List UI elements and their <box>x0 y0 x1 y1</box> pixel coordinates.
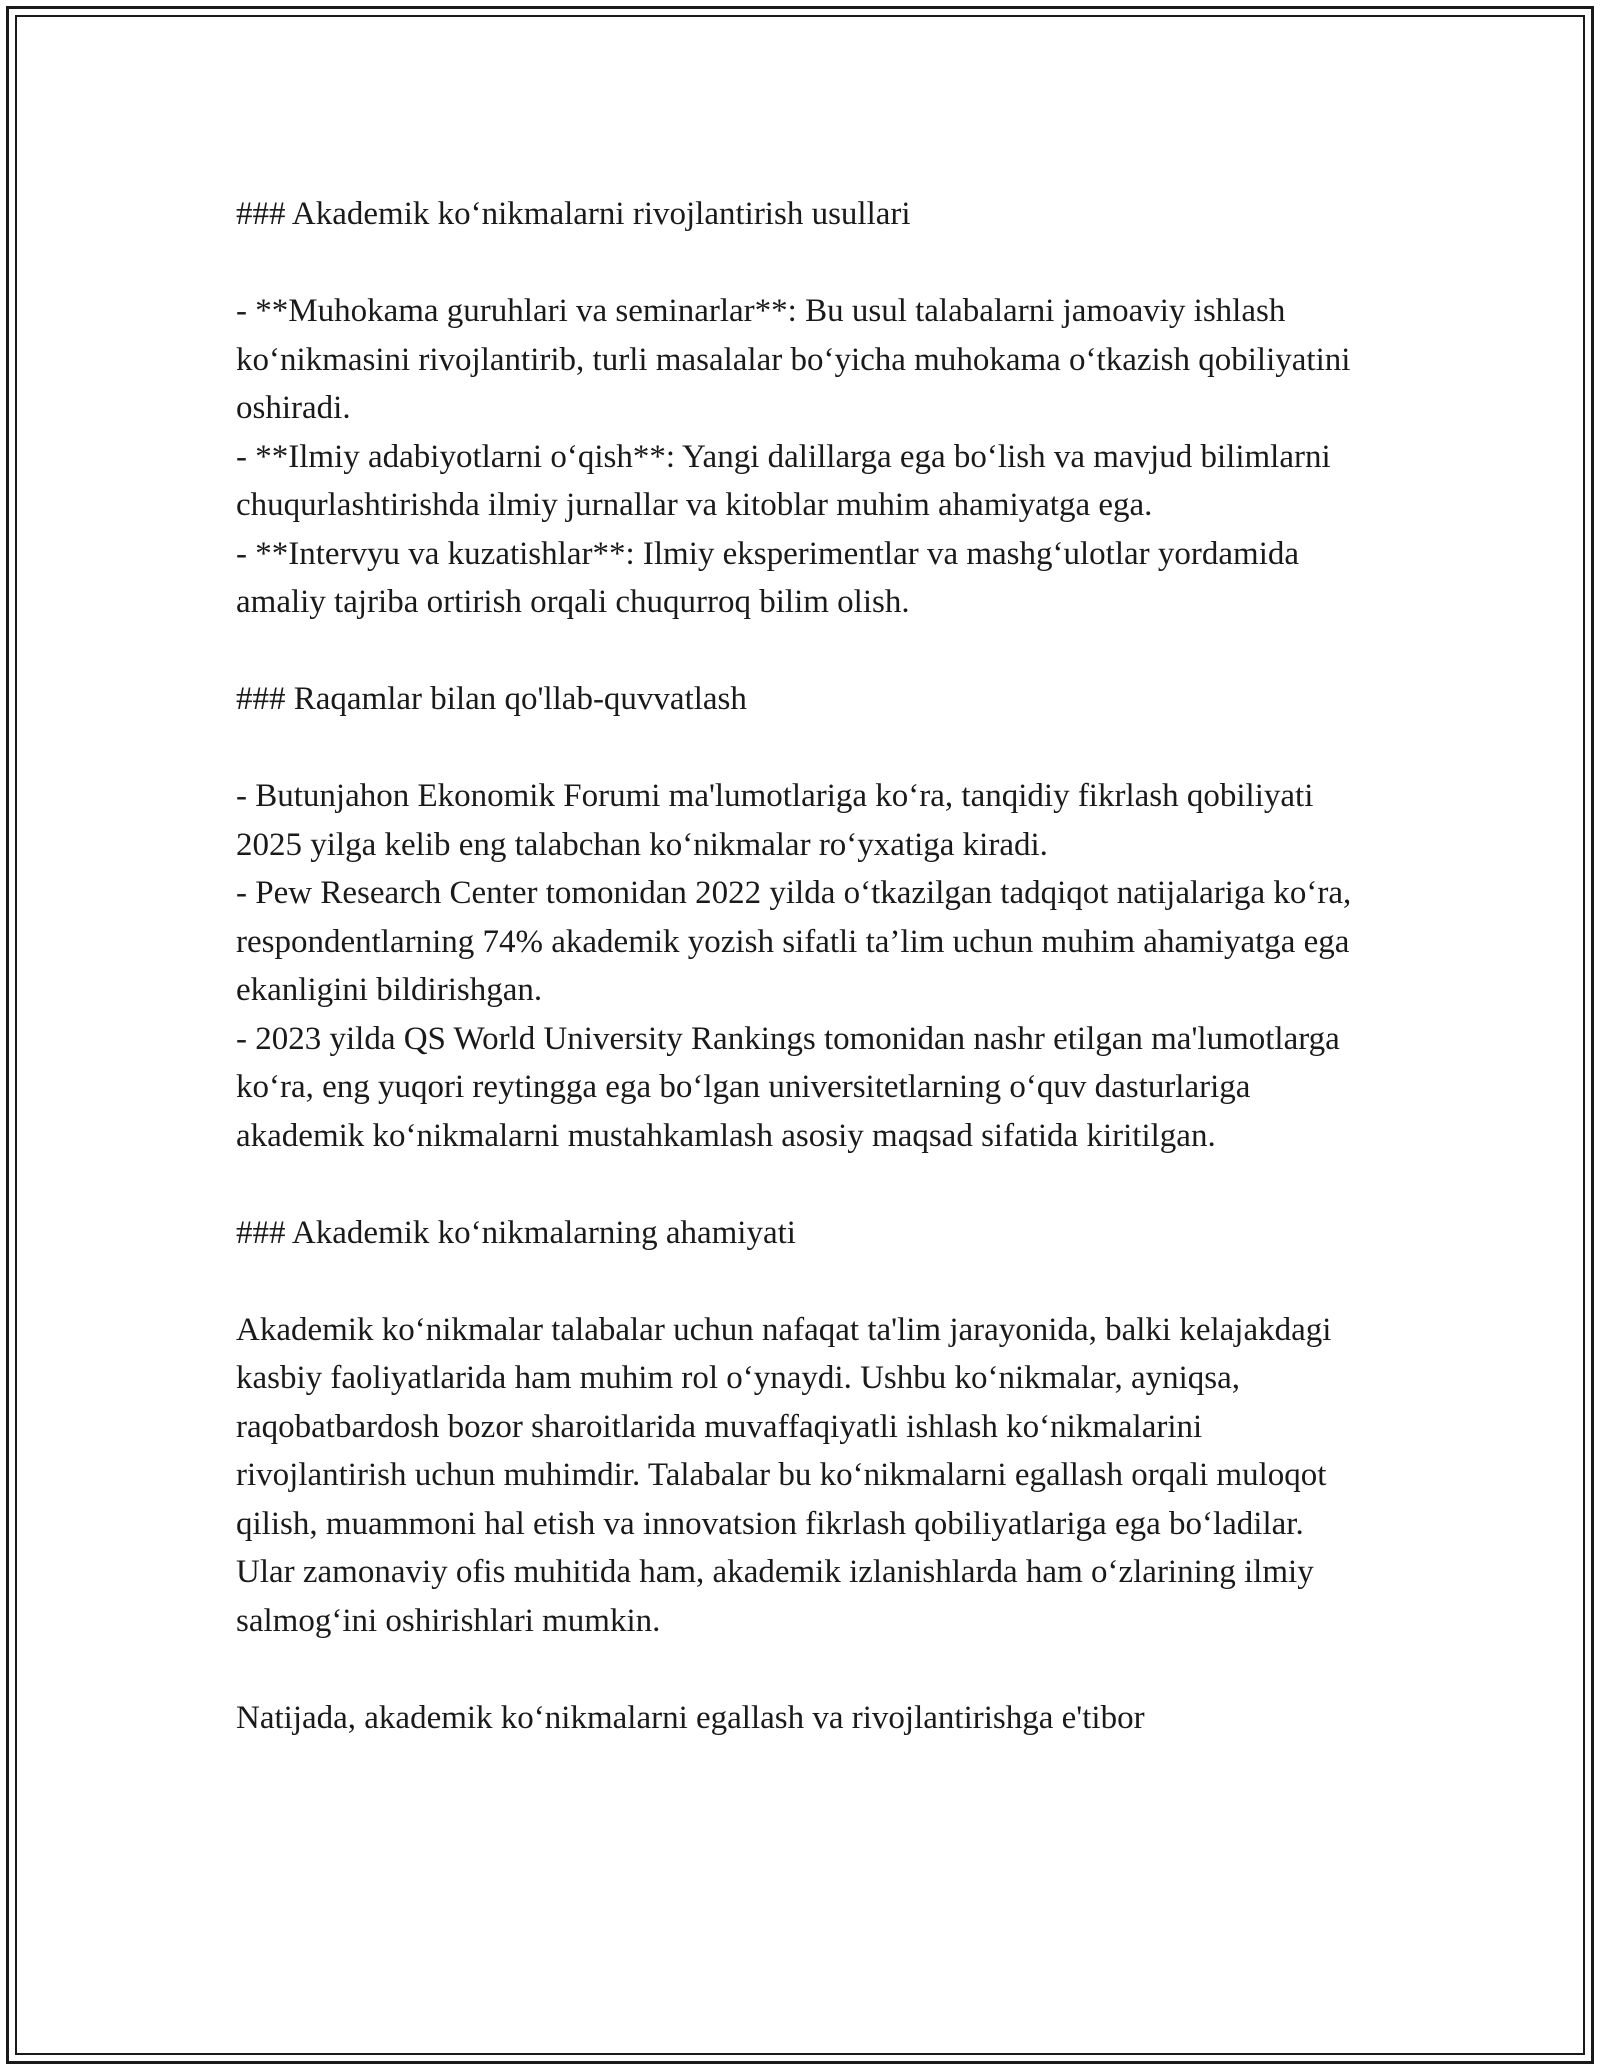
list-item: - Pew Research Center tomonidan 2022 yilda o‘tkazilgan tadqiqot natijalariga ko‘ra, respondentlarning 74% akademik yozish sifatli ta’lim uchun muhim ahamiyatga ega ekanligini bildirishgan. <box>236 875 1352 1008</box>
methods-list <box>236 287 1366 627</box>
section-heading-importance: ### Akademik ko‘nikmalarning ahamiyati <box>236 1214 796 1251</box>
section-heading-statistics: ### Raqamlar bilan qo'llab-quvvatlash <box>236 681 747 717</box>
importance-paragraph: Akademik ko‘nikmalar talabalar uchun nafaqat ta'lim jarayonida, balki kelajakdagi kasbiy faoliyatlarida ham muhim rol o‘ynaydi. Ushbu ko‘nikmalar, ayniqsa, raqobatbardosh bozor sharoitlarida muvaffaqiyatli ishlash ko‘nikmalarini rivojlantirish uchun muhimdir. Talabalar bu ko‘nikmalarni egallash orqali muloqot qilish, muammoni hal etish va innovatsion fikrlash qobiliyatlariga ega bo‘ladilar. Ular zamonaviy ofis muhitida ham, akademik izlanishlarda ham o‘zlarining ilmiy salmog‘ini oshirishlari mumkin. <box>236 1311 1332 1639</box>
list-item: - **Muhokama guruhlari va seminarlar**: Bu usul talabalarni jamoaviy ishlash ko‘nikmasini rivojlantirib, turli masalalar bo‘yicha muhokama o‘tkazish qobiliyatini oshiradi. <box>236 293 1351 426</box>
document-body <box>236 190 1366 1791</box>
section-heading-methods: ### Akademik ko‘nikmalarni rivojlantirish usullari <box>236 196 911 232</box>
closing-paragraph: Natijada, akademik ko‘nikmalarni egallash va rivojlantirishga e'tibor <box>236 1699 1145 1736</box>
statistics-list <box>236 772 1366 1160</box>
list-item: - Butunjahon Ekonomik Forumi ma'lumotlariga ko‘ra, tanqidiy fikrlash qobiliyati 2025 yilga kelib eng talabchan ko‘nikmalar ro‘yxatiga kiradi. <box>236 778 1314 863</box>
list-item: - **Intervyu va kuzatishlar**: Ilmiy eksperimentlar va mashg‘ulotlar yordamida amaliy tajriba ortirish orqali chuqurroq bilim olish. <box>236 535 1300 620</box>
list-item: - 2023 yilda QS World University Rankings tomonidan nashr etilgan ma'lumotlarga ko‘ra, eng yuqori reytingga ega bo‘lgan universitetlarning o‘quv dasturlariga akademik ko‘nikmalarni mustahkamlash asosiy maqsad sifatida kiritilgan. <box>236 1020 1340 1154</box>
list-item: - **Ilmiy adabiyotlarni o‘qish**: Yangi dalillarga ega bo‘lish va mavjud bilimlarni chuqurlashtirishda ilmiy jurnallar va kitoblar muhim ahamiyatga ega. <box>236 438 1331 523</box>
